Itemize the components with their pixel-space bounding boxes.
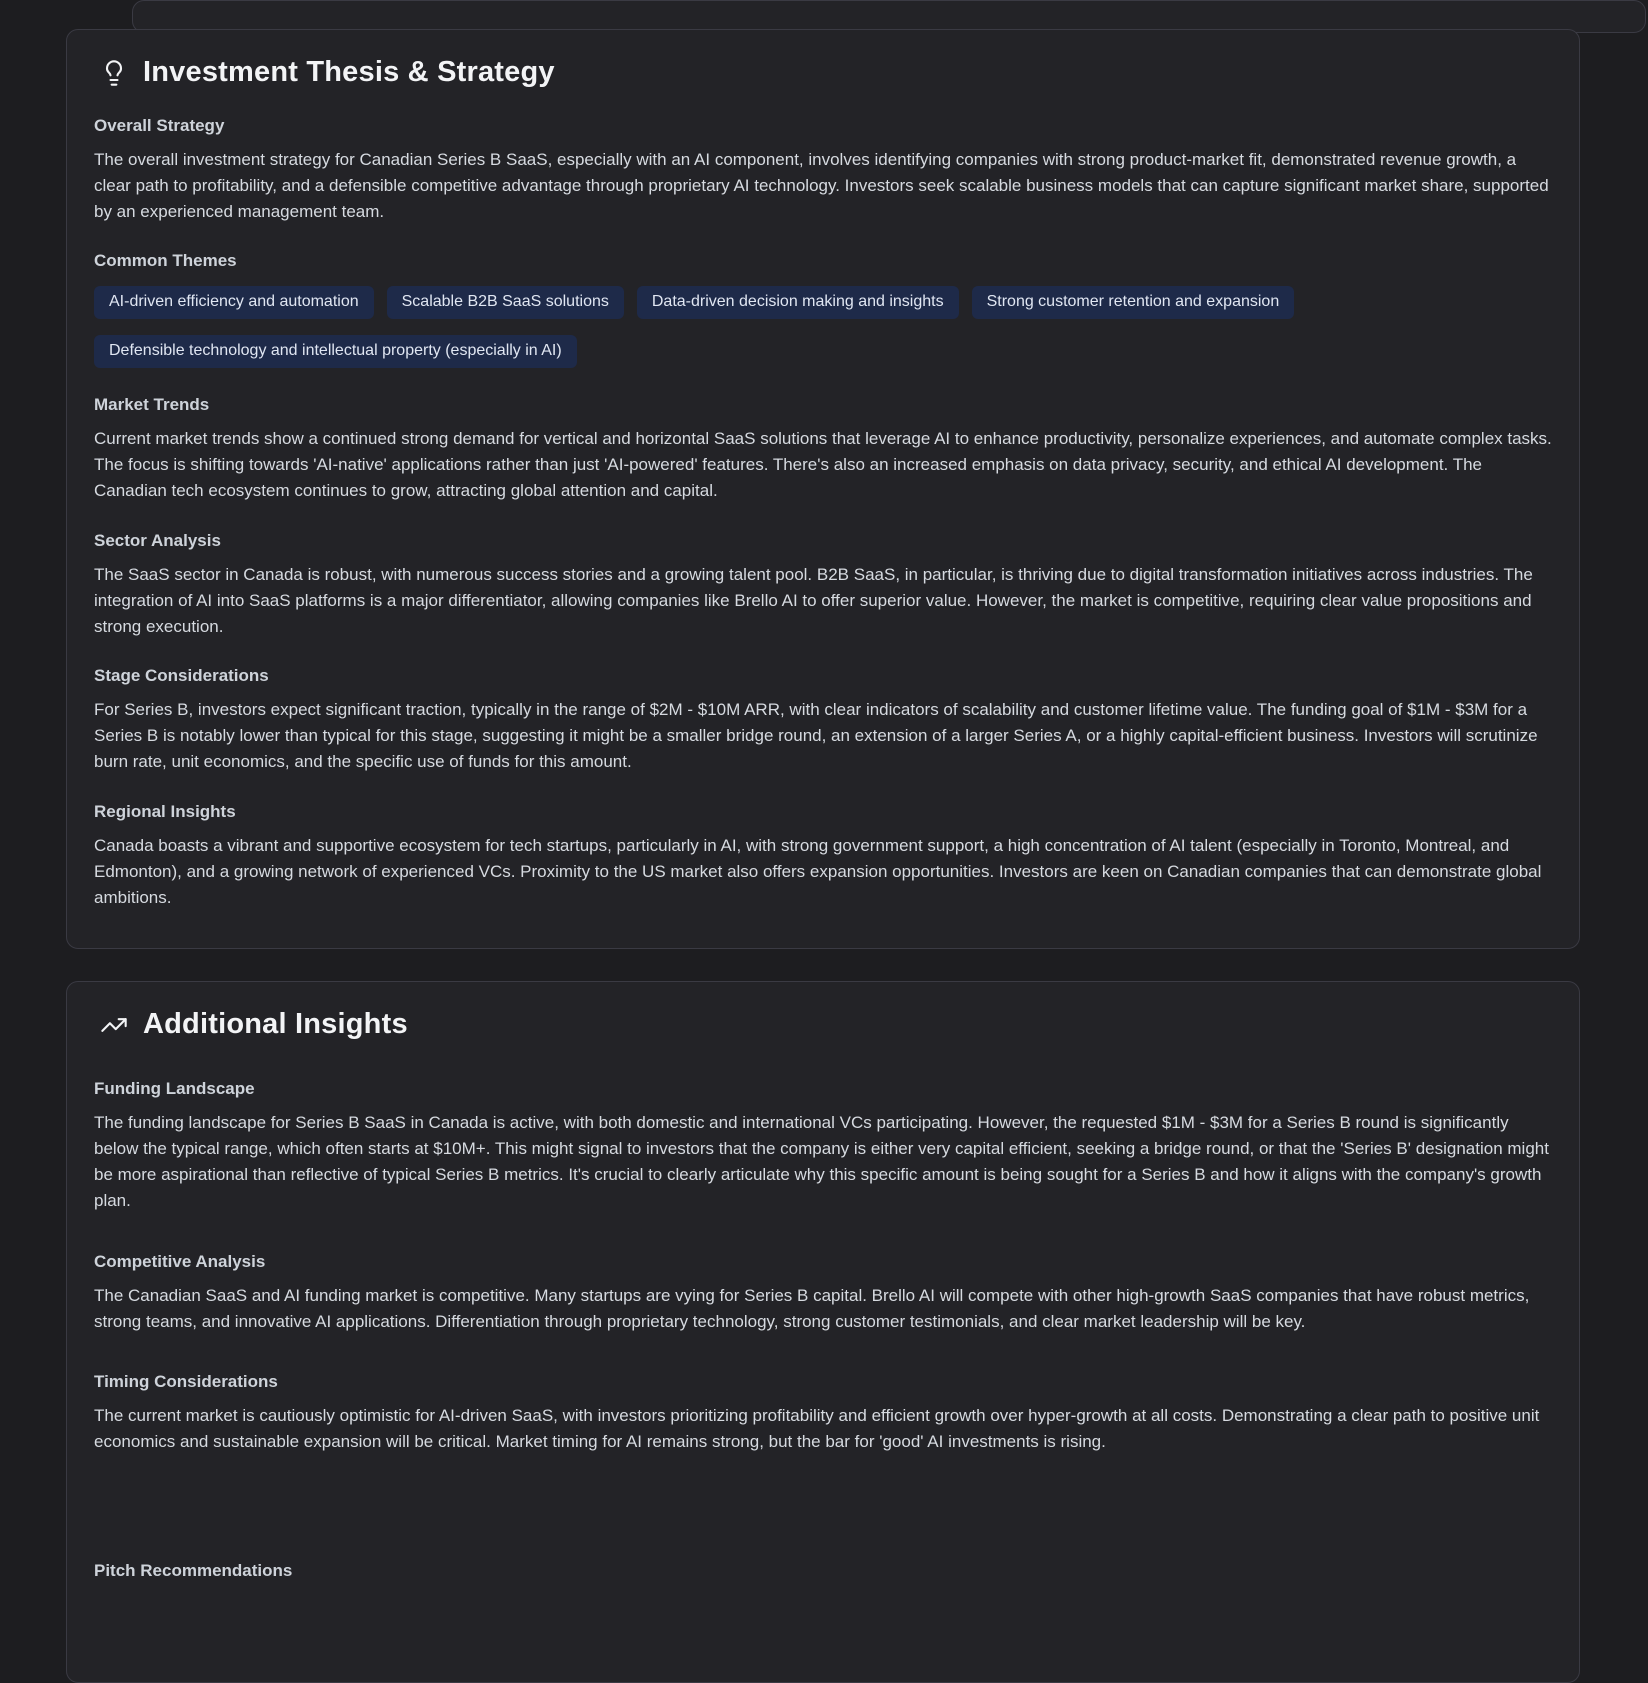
section-heading: Market Trends: [94, 395, 210, 415]
investment-thesis-card: [66, 29, 1580, 949]
theme-tag-list: [94, 286, 1552, 368]
section-body: The SaaS sector in Canada is robust, with numerous success stories and a growing talent pool. B2B SaaS, in particular, is thriving due to digital transformation initiatives across industries. The integration of AI into SaaS platforms is a major differentiator, allowing companies like Brello AI to offer superior value. However, the market is competitive, requiring clear value propositions and strong execution.: [94, 564, 1533, 636]
card-title-text: Additional Insights: [143, 1008, 408, 1041]
section-market-trends: [94, 395, 1552, 503]
section-body: The Canadian SaaS and AI funding market is competitive. Many startups are vying for Series B capital. Brello AI will compete with other high-growth SaaS companies that have robust metrics, strong teams, and innovative AI applications. Differentiation through proprietary technology, strong customer testimonials, and clear market leadership will be key.: [94, 1285, 1530, 1331]
section-pitch-recommendations: [94, 1561, 1552, 1581]
section-body: The funding landscape for Series B SaaS in Canada is active, with both domestic and international VCs participating. However, the requested $1M - $3M for a Series B round is significantly below the typical range, which often starts at $10M+. This might signal to investors that the company is either very capital efficient, seeking a bridge round, or that the 'Series B' designation might be more aspirational than reflective of typical Series B metrics. It's crucial to clearly articulate why this specific amount is being sought for a Series B and how it aligns with the company's growth plan.: [94, 1113, 1549, 1210]
theme-tag: Data-driven decision making and insights: [637, 286, 959, 319]
theme-tag: Defensible technology and intellectual property (especially in AI): [94, 335, 577, 368]
lightbulb-icon: [100, 59, 128, 87]
section-common-themes: [94, 251, 1552, 368]
section-body: The overall investment strategy for Canadian Series B SaaS, especially with an AI component, involves identifying companies with strong product-market fit, demonstrated revenue growth, a clear path to profitability, and a defensible competitive advantage through proprietary AI technology. Investors seek scalable business models that can capture significant market share, supported by an experienced management team.: [94, 150, 1549, 221]
section-body: Current market trends show a continued strong demand for vertical and horizontal SaaS solutions that leverage AI to enhance productivity, personalize experiences, and automate complex tasks. The focus is shifting towards 'AI-native' applications rather than just 'AI-powered' features. There's also an increased emphasis on data privacy, security, and ethical AI development. The Canadian tech ecosystem continues to grow, attracting global attention and capital.: [94, 429, 1552, 501]
section-overall-strategy: [94, 116, 1552, 224]
card-title-text: Investment Thesis & Strategy: [143, 56, 555, 88]
section-heading: Sector Analysis: [94, 530, 221, 550]
trending-up-icon: [100, 1011, 128, 1039]
section-heading: Regional Insights: [94, 801, 236, 821]
section-heading: Common Themes: [94, 251, 237, 271]
section-sector-analysis: [94, 531, 1552, 639]
theme-tag: AI-driven efficiency and automation: [94, 286, 374, 319]
additional-insights-card: [66, 981, 1580, 1683]
section-heading: Timing Considerations: [94, 1372, 278, 1392]
section-heading: Overall Strategy: [94, 116, 225, 135]
theme-tag: Strong customer retention and expansion: [972, 286, 1295, 319]
additional-insights-title: [94, 1008, 1552, 1041]
section-heading: Stage Considerations: [94, 666, 269, 686]
section-heading: Pitch Recommendations: [94, 1561, 293, 1581]
section-competitive-analysis: [94, 1252, 1552, 1335]
section-funding-landscape: [94, 1079, 1552, 1213]
section-stage-considerations: [94, 666, 1552, 774]
section-heading: Funding Landscape: [94, 1079, 255, 1099]
section-body: Canada boasts a vibrant and supportive ecosystem for tech startups, particularly in AI, with strong government support, a high concentration of AI talent (especially in Toronto, Montreal, and Edmonton), and a growing network of experienced VCs. Proximity to the US market also offers expansion opportunities. Investors are keen on Canadian companies that can demonstrate global ambitions.: [94, 835, 1542, 907]
theme-tag: Scalable B2B SaaS solutions: [387, 286, 624, 319]
section-body: For Series B, investors expect significant traction, typically in the range of $2M - $10M ARR, with clear indicators of scalability and customer lifetime value. The funding goal of $1M - $3M for a Series B is notably lower than typical for this stage, suggesting it might be a smaller bridge round, an extension of a larger Series A, or a highly capital-efficient business. Investors will scrutinize burn rate, unit economics, and the specific use of funds for this amount.: [94, 700, 1538, 772]
section-heading: Competitive Analysis: [94, 1251, 266, 1271]
section-body: The current market is cautiously optimistic for AI-driven SaaS, with investors prioritizing profitability and efficient growth over hyper-growth at all costs. Demonstrating a clear path to positive unit economics and sustainable expansion will be critical. Market timing for AI remains strong, but the bar for 'good' AI investments is rising.: [94, 1406, 1540, 1452]
section-regional-insights: [94, 802, 1552, 910]
investment-thesis-title: [94, 56, 1552, 89]
section-timing-considerations: [94, 1372, 1552, 1455]
